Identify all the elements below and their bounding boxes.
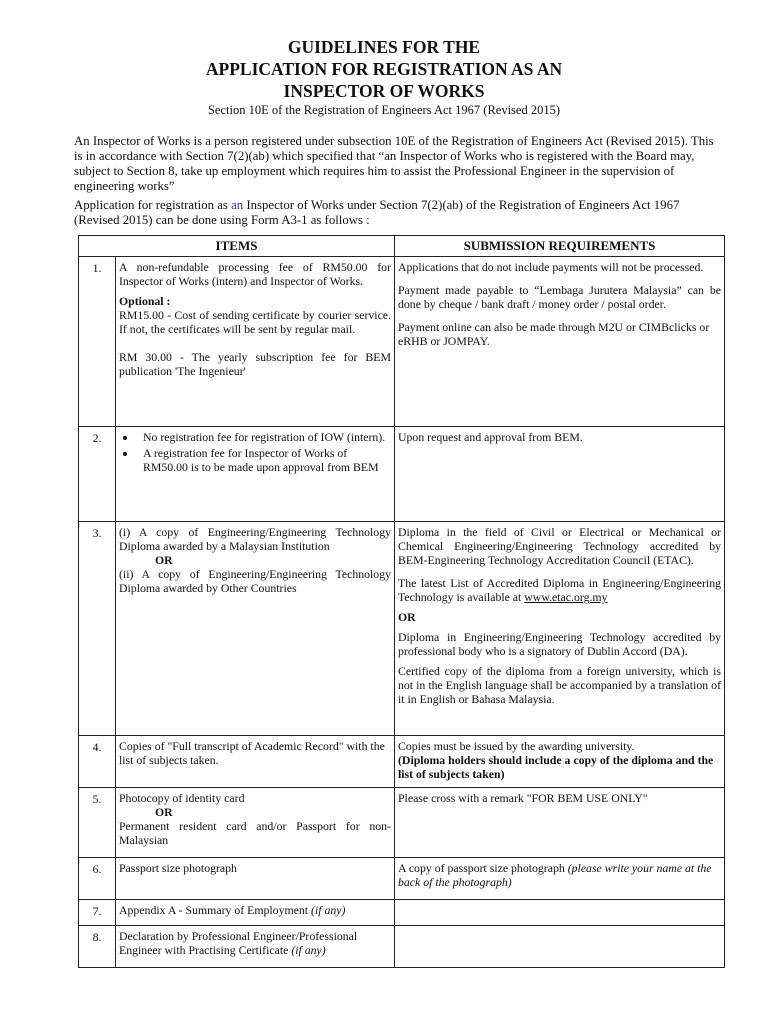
- item-transcript: Copies of "Full transcript of Academic Record" with the list of subjects taken.: [119, 739, 385, 767]
- row-item-cell: [116, 736, 395, 788]
- item-photograph: Passport size photograph: [119, 861, 237, 875]
- page-title-line2: APPLICATION FOR REGISTRATION AS AN: [205, 59, 563, 79]
- item-identity-card: Photocopy of identity card: [119, 791, 245, 805]
- row-requirement-cell: [395, 858, 725, 900]
- row-item-cell: [116, 926, 395, 968]
- etac-website-link[interactable]: www.etac.org.my: [524, 590, 608, 604]
- requirement-text: Payment online can also be made through M2U or CIMBclicks or eRHB or JOMPAY.: [398, 320, 710, 348]
- table-header-row: [79, 236, 725, 257]
- row-number: 7.: [79, 900, 116, 926]
- page-subtitle: Section 10E of the Registration of Engineers Act 1967 (Revised 2015): [207, 103, 560, 117]
- requirement-text: Payment made payable to “Lembaga Jurutera Malaysia” can be done by cheque / bank draft / money order / postal order.: [398, 283, 721, 311]
- row-item-cell: [116, 788, 395, 858]
- row-requirement-cell: [395, 427, 725, 522]
- intro-paragraph-2: [74, 198, 724, 228]
- requirement-text: Certified copy of the diploma from a foreign university, which is not in the English language shall be accompanied by a translation of it in English or Bahasa Malaysia.: [398, 664, 721, 706]
- row-number: 3.: [79, 522, 116, 736]
- row-number: 1.: [79, 257, 116, 427]
- table-row: [79, 788, 725, 858]
- table-row: [79, 900, 725, 926]
- row-requirement-cell: [395, 522, 725, 736]
- intro-paragraph-1: An Inspector of Works is a person registered under subsection 10E of the Registration of Engineers Act (Revised 2015). This is in accordance with Section 7(2)(ab) which specified that “an Inspector of Works who is registered with the Board may, subject to Section 8, take up employment which requires him to assist the Professional Engineer in the supervision of engineering works”: [74, 134, 714, 193]
- photo-requirement: A copy of passport size photograph: [398, 861, 568, 875]
- fee-bullet-list: [119, 430, 391, 474]
- column-header-items: ITEMS: [79, 236, 395, 257]
- list-item: • A registration fee for Inspector of Works of RM50.00 is to be made upon approval from BEM: [137, 446, 391, 474]
- optional-label: Optional :: [119, 294, 171, 308]
- row-item-cell: [116, 427, 395, 522]
- row-requirement-cell: [395, 900, 725, 926]
- item-if-any: (if any): [311, 903, 346, 917]
- item-passport: Permanent resident card and/or Passport for non-Malaysian: [119, 819, 391, 847]
- table-row: [79, 926, 725, 968]
- row-number: 6.: [79, 858, 116, 900]
- list-item: • No registration fee for registration of IOW (intern).: [137, 430, 391, 444]
- requirements-table: [78, 235, 725, 968]
- requirement-text: Copies must be issued by the awarding university.: [398, 739, 635, 753]
- requirement-note: (Diploma holders should include a copy of the diploma and the list of subjects taken): [398, 753, 714, 781]
- row-item-cell: [116, 522, 395, 736]
- row-item-cell: [116, 900, 395, 926]
- item-appendix-a: Appendix A - Summary of Employment: [119, 903, 312, 917]
- intro-paragraph-2-an: an: [231, 198, 244, 212]
- row-number: 5.: [79, 788, 116, 858]
- item-foreign-diploma: (ii) A copy of Engineering/Engineering Technology Diploma awarded by Other Countries: [119, 567, 391, 595]
- row-requirement-cell: [395, 736, 725, 788]
- intro-paragraph-2-part-a: Application for registration as: [74, 198, 232, 212]
- item-declaration: Declaration by Professional Engineer/Professional Engineer with Practising Certificate: [119, 929, 358, 957]
- requirement-text: Diploma in Engineering/Engineering Technology accredited by professional body who is a signatory of Dublin Accord (DA).: [398, 630, 721, 658]
- optional-courier-fee: RM15.00 - Cost of sending certificate by courier service. If not, the certificates will be sent by regular mail.: [119, 308, 391, 336]
- optional-subscription-fee: RM 30.00 - The yearly subscription fee for BEM publication 'The Ingenieur': [119, 350, 391, 378]
- or-separator: OR: [155, 553, 173, 567]
- page-title-line1: GUIDELINES FOR THE: [287, 37, 481, 57]
- photo-requirement-note: (please write your name at the back of the photograph): [398, 861, 712, 889]
- accredited-list-text: The latest List of Accredited Diploma in Engineering/Engineering Technology is available at: [398, 576, 721, 604]
- item-if-any: (if any): [291, 943, 326, 957]
- title-block: [0, 36, 768, 118]
- requirement-text: [398, 861, 721, 889]
- row-number: 2.: [79, 427, 116, 522]
- or-separator: OR: [155, 805, 173, 819]
- row-requirement-cell: [395, 257, 725, 427]
- item-malaysian-diploma: (i) A copy of Engineering/Engineering Technology Diploma awarded by a Malaysian Institution: [119, 525, 391, 553]
- row-number: 8.: [79, 926, 116, 968]
- row-requirement-cell: [395, 926, 725, 968]
- table-row: [79, 858, 725, 900]
- requirement-text: [398, 576, 721, 604]
- row-item-cell: [116, 858, 395, 900]
- row-item-cell: [116, 257, 395, 427]
- requirement-text: Please cross with a remark "FOR BEM USE ONLY": [398, 791, 648, 805]
- item-processing-fee: A non-refundable processing fee of RM50.00 for Inspector of Works (intern) and Inspector of Works.: [119, 260, 391, 288]
- intro-paragraph-2-part-b: Inspector of Works under Section 7(2)(ab) of the Registration of Engineers Act 1967 (Revised 2015) can be done using Form A3-1 as follows :: [74, 198, 680, 227]
- row-requirement-cell: [395, 788, 725, 858]
- requirement-text: Applications that do not include payments will not be processed.: [398, 260, 704, 274]
- or-separator: OR: [398, 610, 416, 624]
- table-row: [79, 736, 725, 788]
- requirement-text: Diploma in the field of Civil or Electrical or Mechanical or Chemical Engineering/Engineering Technology accredited by BEM-Engineering Technology Accreditation Council (ETAC).: [398, 525, 721, 567]
- row-number: 4.: [79, 736, 116, 788]
- table-row: [79, 257, 725, 427]
- table-row: [79, 522, 725, 736]
- table-row: [79, 427, 725, 522]
- requirement-text: Upon request and approval from BEM.: [398, 430, 583, 444]
- page-title-line3: INSPECTOR OF WORKS: [283, 81, 485, 101]
- column-header-requirements: SUBMISSION REQUIREMENTS: [395, 236, 725, 257]
